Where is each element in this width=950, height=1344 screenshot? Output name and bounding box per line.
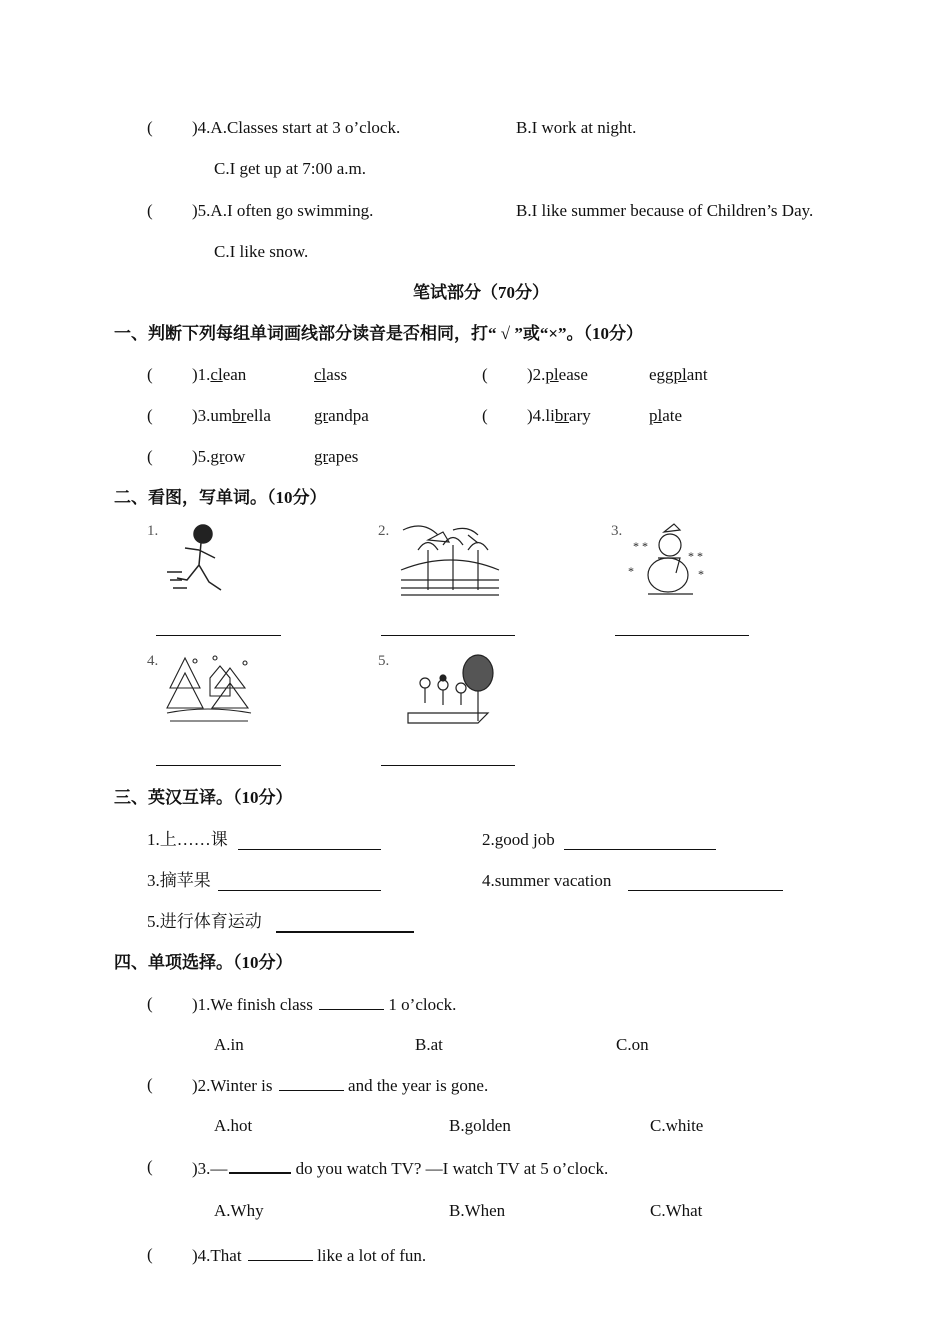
question-q3 (192, 1156, 608, 1180)
word-item-1 (192, 446, 245, 468)
svg-text:* *: * * (633, 539, 648, 553)
question-text: )1.We finish class (192, 995, 318, 1014)
word-item-2 (649, 364, 708, 386)
underlined-letters: br (554, 406, 570, 425)
picnic-picture (403, 653, 498, 725)
question-q4 (192, 1244, 426, 1267)
question-text: )4.That (192, 1246, 246, 1265)
option-a[interactable]: A.in (214, 1035, 244, 1054)
option-b: B.I work at night. (516, 118, 637, 137)
picture-number: 1. (147, 523, 159, 539)
translation-item: 2.good job (482, 830, 555, 849)
translation-blank[interactable] (628, 889, 783, 891)
word-part: ary (569, 406, 591, 425)
underlined-letters: cl (314, 365, 327, 384)
word-item-1 (527, 405, 591, 427)
picture-number: 5. (378, 653, 390, 669)
word-part: ate (662, 406, 683, 425)
underlined-letters: br (232, 406, 247, 425)
word-part: apes (328, 447, 359, 466)
underlined-letters: pl (545, 365, 559, 384)
item-number: )2. (527, 365, 546, 384)
word-part: um (210, 406, 233, 425)
word-part: ant (686, 365, 708, 384)
answer-blank[interactable] (279, 1074, 344, 1091)
translation-item: 4.summer vacation (482, 871, 612, 890)
item-number: )3. (192, 406, 211, 425)
answer-paren[interactable]: ( (482, 365, 488, 384)
answer-paren[interactable]: ( (147, 406, 153, 425)
option-c: C.I like snow. (214, 242, 309, 261)
word-part: ella (246, 406, 271, 425)
item-number: )4. (527, 406, 546, 425)
word-part: ow (224, 447, 246, 466)
question-text: like a lot of fun. (312, 1246, 427, 1265)
translation-blank[interactable] (238, 848, 381, 850)
word-part: ass (326, 365, 348, 384)
option-b[interactable]: B.golden (449, 1116, 511, 1135)
underlined-letters: gr (210, 447, 225, 466)
word-item-2 (314, 446, 358, 468)
question-text: )4.A.Classes start at 3 o’clock. (192, 118, 401, 137)
underlined-letters: pl (673, 365, 687, 384)
underlined-letters: pl (649, 406, 663, 425)
word-part: egg (649, 365, 674, 384)
written-part-title: 笔试部分（70分） (413, 283, 549, 302)
question-text: )5.A.I often go swimming. (192, 201, 374, 220)
item-number: )5. (192, 447, 211, 466)
answer-blank-5[interactable] (381, 764, 515, 766)
option-b[interactable]: B.at (415, 1035, 443, 1054)
translation-blank[interactable] (218, 889, 381, 891)
answer-paren[interactable]: ( (147, 365, 153, 384)
answer-paren[interactable]: ( (482, 406, 488, 425)
option-c[interactable]: C.What (650, 1201, 703, 1220)
question-text: )2.Winter is (192, 1076, 277, 1095)
section-4-title: 四、单项选择。（10分） (114, 953, 293, 972)
translation-item: 5.进行体育运动 (147, 912, 262, 931)
answer-paren[interactable]: ( (147, 201, 153, 220)
answer-blank-3[interactable] (615, 634, 749, 636)
question-q2 (192, 1074, 488, 1097)
section-2-title: 二、看图，写单词。（10分） (114, 488, 327, 507)
translation-blank[interactable] (276, 930, 414, 933)
item-number: )1. (192, 365, 211, 384)
underlined-letters: gr (314, 406, 329, 425)
word-part: li (545, 406, 555, 425)
word-part: ean (222, 365, 247, 384)
option-c: C.I get up at 7:00 a.m. (214, 159, 367, 178)
question-text: do you watch TV? —I watch TV at 5 o’clock. (291, 1159, 609, 1178)
answer-paren[interactable]: ( (147, 994, 153, 1013)
option-a[interactable]: A.Why (214, 1201, 264, 1220)
answer-blank-1[interactable] (156, 634, 281, 636)
section-3-title: 三、英汉互译。（10分） (114, 788, 293, 807)
answer-blank[interactable] (229, 1156, 291, 1174)
word-item-2 (314, 364, 347, 386)
question-text: 1 o’clock. (384, 995, 457, 1014)
answer-blank[interactable] (248, 1244, 313, 1261)
section-1-title: 一、判断下列每组单词画线部分读音是否相同，打“ √ ”或“×”。（10分） (114, 324, 644, 343)
picture-number: 3. (611, 523, 623, 539)
option-c[interactable]: C.white (650, 1116, 704, 1135)
option-c[interactable]: C.on (616, 1035, 649, 1054)
answer-paren[interactable]: ( (147, 1075, 153, 1094)
translation-item: 1.上……课 (147, 830, 228, 849)
translation-blank[interactable] (564, 848, 716, 850)
word-item-2 (314, 405, 369, 427)
picture-number: 2. (378, 523, 390, 539)
option-a[interactable]: A.hot (214, 1116, 253, 1135)
answer-blank[interactable] (319, 993, 384, 1010)
answer-paren[interactable]: ( (147, 1157, 153, 1176)
word-item-1 (192, 364, 246, 386)
question-text: )3.— (192, 1159, 228, 1178)
answer-paren[interactable]: ( (147, 1245, 153, 1264)
translation-item: 3.摘苹果 (147, 871, 211, 890)
question-text: and the year is gone. (343, 1076, 489, 1095)
option-b: B.I like summer because of Children’s Day. (516, 201, 814, 220)
underlined-letters: gr (314, 447, 329, 466)
word-item-1 (192, 405, 271, 427)
answer-paren[interactable]: ( (147, 118, 153, 137)
answer-paren[interactable]: ( (147, 447, 153, 466)
running-boy-picture (165, 520, 240, 600)
picture-number: 4. (147, 653, 159, 669)
svg-text:* *: * * (688, 549, 703, 563)
svg-text:*: * (698, 567, 704, 581)
word-part: ease (558, 365, 588, 384)
answer-blank-4[interactable] (156, 764, 281, 766)
word-item-2 (649, 405, 682, 427)
word-item-1 (527, 364, 588, 386)
autumn-leaves-picture (398, 520, 503, 598)
svg-text:*: * (628, 564, 634, 578)
word-part: andpa (328, 406, 369, 425)
snowy-house-picture (165, 653, 253, 725)
snowman-picture (628, 520, 710, 598)
option-b[interactable]: B.When (449, 1201, 506, 1220)
underlined-letters: cl (210, 365, 223, 384)
question-q1 (192, 993, 456, 1016)
answer-blank-2[interactable] (381, 634, 515, 636)
